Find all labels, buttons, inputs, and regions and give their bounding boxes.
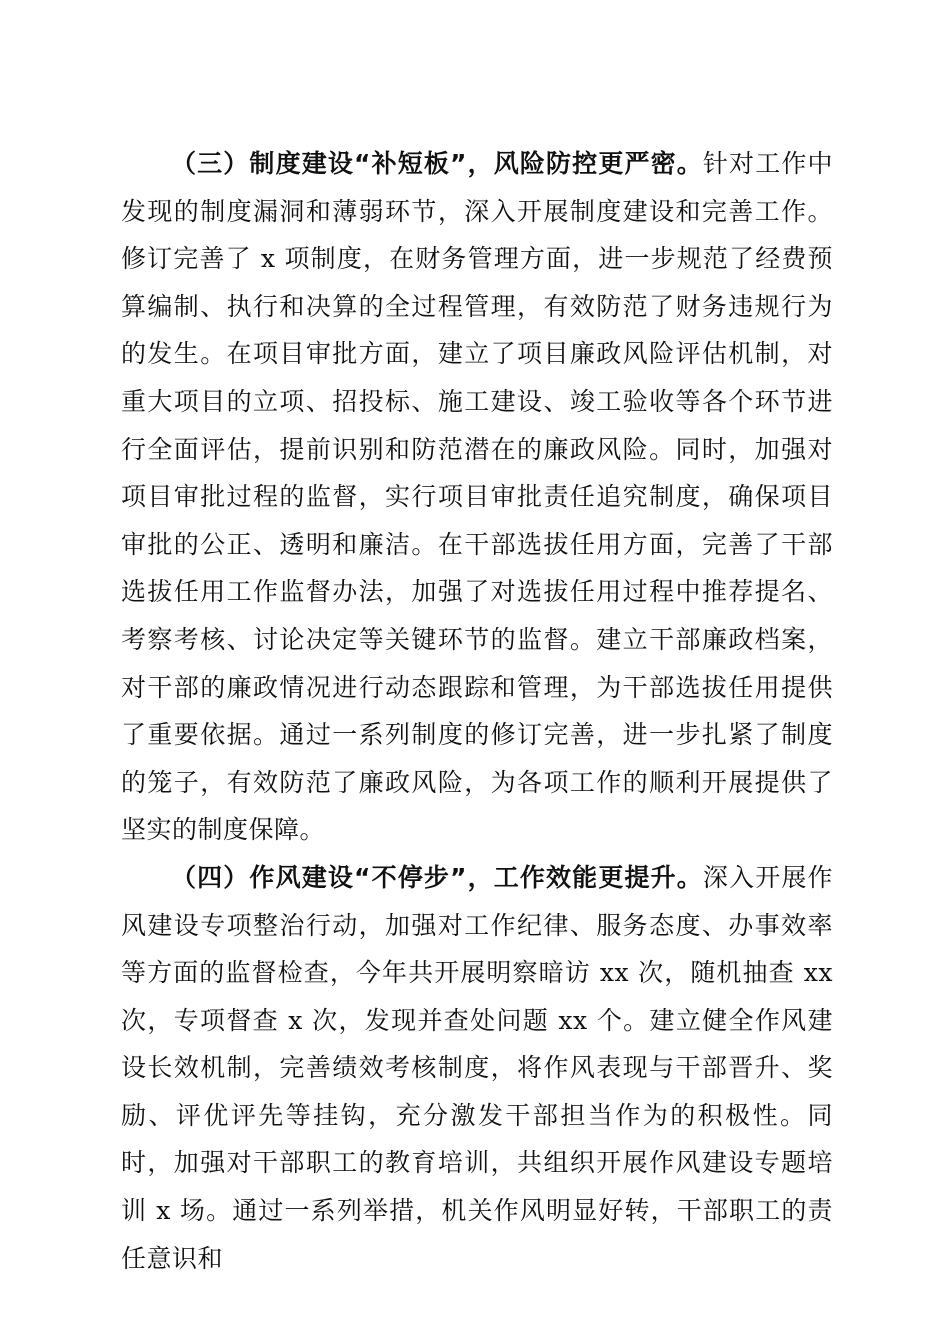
paragraph-section-3 bbox=[121, 140, 833, 854]
paragraph-section-4 bbox=[121, 854, 833, 1282]
section-4-heading: （四）作风建设“不停步”，工作效能更提升。 bbox=[171, 862, 703, 892]
section-3-heading: （三）制度建设“补短板”，风险防控更严密。 bbox=[171, 149, 703, 178]
document-body bbox=[121, 140, 833, 1282]
section-4-text: 深入开展作风建设专项整治行动，加强对工作纪律、服务态度、办事效率等方面的监督检查，今年共开展明察暗访 xx 次，随机抽查 xx 次，专项督查 x 次，发现并查处问题 xx 个。建立健全作风建设长效机制，完善绩效考核制度，将作风表现与干部晋升、奖励、评优评先等挂钩，充分激发干部担当作为的积极性。同时，加强对干部职工的教育培训，共组织开展作风建设专题培训 x 场。通过一系列举措，机关作风明显好转，干部职工的责任意识和 bbox=[121, 862, 833, 1273]
section-3-text: 针对工作中发现的制度漏洞和薄弱环节，深入开展制度建设和完善工作。修订完善了 x 项制度，在财务管理方面，进一步规范了经费预算编制、执行和决算的全过程管理，有效防范了财务违规行为的发生。在项目审批方面，建立了项目廉政风险评估机制，对重大项目的立项、招投标、施工建设、竣工验收等各个环节进行全面评估，提前识别和防范潜在的廉政风险。同时，加强对项目审批过程的监督，实行项目审批责任追究制度，确保项目审批的公正、透明和廉洁。在干部选拔任用方面，完善了干部选拔任用工作监督办法，加强了对选拔任用过程中推荐提名、考察考核、讨论决定等关键环节的监督。建立干部廉政档案，对干部的廉政情况进行动态跟踪和管理，为干部选拔任用提供了重要依据。通过一系列制度的修订完善，进一步扎紧了制度的笼子，有效防范了廉政风险，为各项工作的顺利开展提供了坚实的制度保障。 bbox=[121, 149, 833, 845]
